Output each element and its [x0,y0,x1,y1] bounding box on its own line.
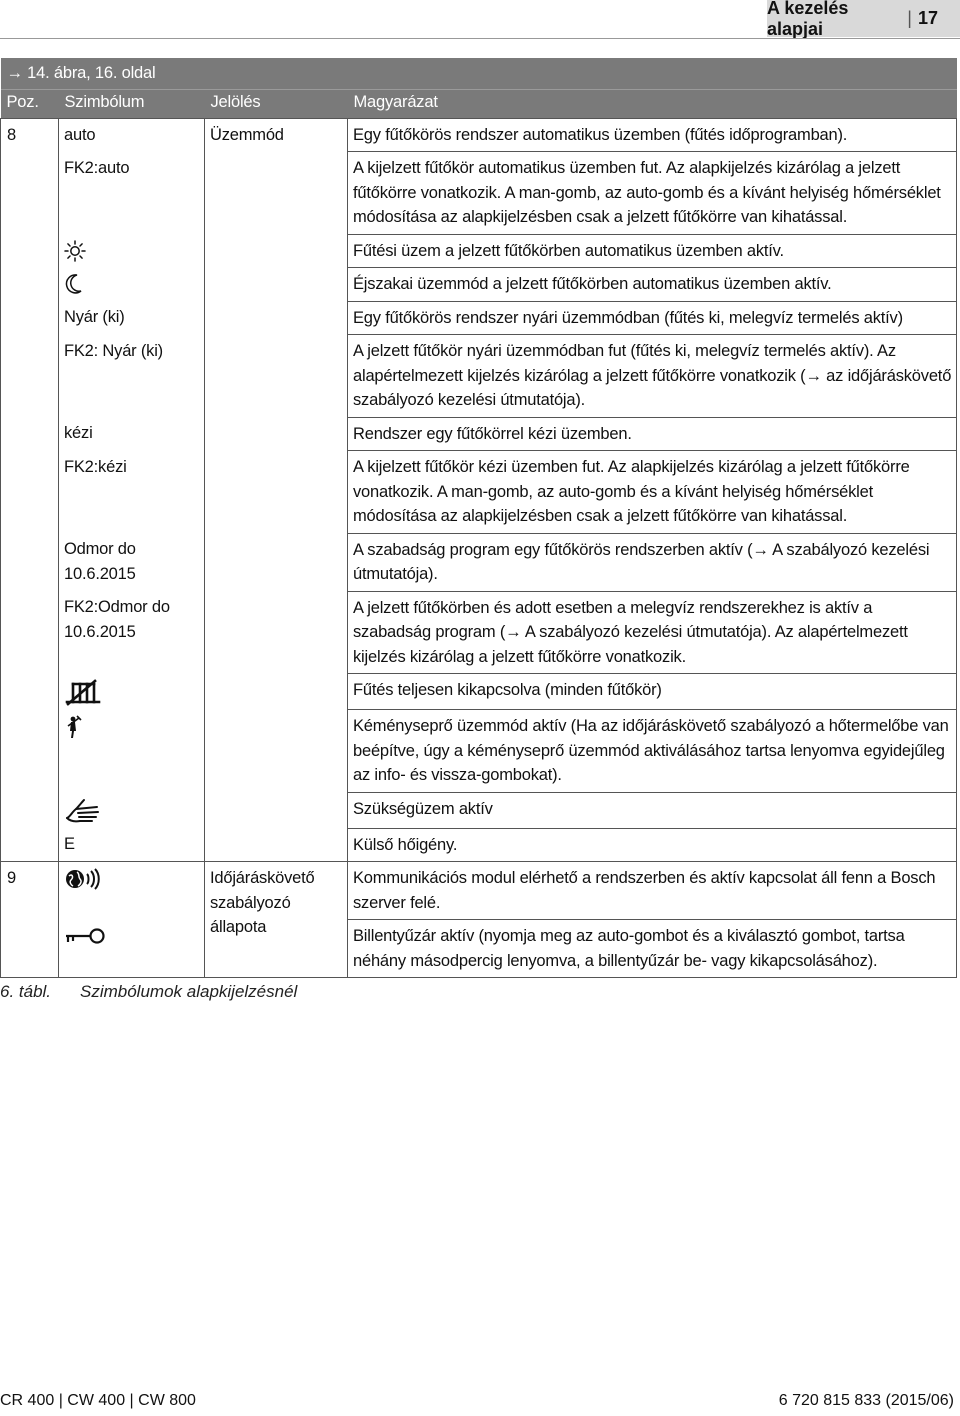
col-header-poz: Poz. [1,89,59,118]
symbol-cell: Nyár (ki) [59,301,205,335]
reference-row [1,58,957,89]
table-row [1,417,957,451]
table-row [1,828,957,862]
header-separator: | [907,8,912,28]
symbol-cell [59,710,205,793]
magyarazat-cell: Egy fűtőkörös rendszer nyári üzemmódban (fűtés ki, melegvíz termelés aktív) [348,301,957,335]
magyarazat-cell: A szabadság program egy fűtőkörös rendszerben aktív (→ A szabályozó kezelési útmutatója). [348,533,957,591]
footer-models: CR 400 | CW 400 | CW 800 [0,1392,196,1409]
col-header-jeloles: Jelölés [205,89,348,118]
table-row [1,920,957,978]
magyarazat-cell: A kijelzett fűtőkör kézi üzemben fut. Az alapkijelzés kizárólag a jelzett fűtőkörre vonatkozik. A man-gomb, az auto-gomb és a kívánt helyiség hőmérséklet módosítása az alapkijelzésben csak a jelzett fűtőkörre van kihatással. [348,451,957,534]
table-row [1,674,957,710]
page-header [767,0,960,37]
table-row [1,268,957,302]
table-row [1,118,957,152]
table-row [1,710,957,793]
symbol-cell: kézi [59,417,205,451]
symbol-cell: auto [59,118,205,152]
jeloles-cell: Üzemmód [205,118,348,862]
page-number: 17 [917,8,938,28]
table-row [1,792,957,828]
symbol-cell [59,674,205,710]
figure-reference: → 14. ábra, 16. oldal [1,58,957,89]
magyarazat-cell: Rendszer egy fűtőkörrel kézi üzemben. [348,417,957,451]
caption-label: 6. tábl. [0,982,52,1001]
sun-icon [64,240,86,262]
symbol-cell [59,268,205,302]
section-title: A kezelés alapjai [767,0,849,39]
magyarazat-cell: Külső hőigény. [348,828,957,862]
symbol-table [0,58,957,978]
table-row [1,451,957,534]
poz-cell: 9 [1,862,59,978]
magyarazat-cell: Billentyűzár aktív (nyomja meg az auto-gombot és a kiválasztó gombot, tartsa néhány másodpercig lenyomva, a billentyűzár be- vagy kikapcsolásához). [348,920,957,978]
symbol-cell [59,792,205,828]
key-icon [64,925,106,947]
col-header-magyarazat: Magyarázat [348,89,957,118]
table-caption [0,982,298,1002]
magyarazat-cell: Szükségüzem aktív [348,792,957,828]
header-rule [0,38,960,39]
col-header-symbol: Szimbólum [59,89,205,118]
symbol-cell: FK2: Nyár (ki) [59,335,205,418]
symbol-cell: FK2:kézi [59,451,205,534]
jeloles-cell: Időjáráskövető szabályozó állapota [205,862,348,978]
symbol-cell: Odmor do 10.6.2015 [59,533,205,591]
magyarazat-cell: Éjszakai üzemmód a jelzett fűtőkörben automatikus üzemben aktív. [348,268,957,302]
magyarazat-cell: Kéményseprő üzemmód aktív (Ha az időjáráskövető szabályozó a hőtermelőbe van beépítve, úgy a kéményseprő üzemmód aktiválásához tartsa lenyomva egyidejűleg az info- és vissza-gombokat). [348,710,957,793]
table-row [1,591,957,674]
heating-off-icon [64,678,102,706]
magyarazat-cell: Kommunikációs modul elérhető a rendszerben és aktív kapcsolat áll fenn a Bosch szerver felé. [348,862,957,920]
symbol-cell [59,234,205,268]
symbol-cell: FK2:Odmor do 10.6.2015 [59,591,205,674]
moon-icon [64,273,84,295]
poz-cell: 8 [1,118,59,862]
magyarazat-cell: Egy fűtőkörös rendszer automatikus üzemben (fűtés időprogramban). [348,118,957,152]
table-row [1,862,957,920]
magyarazat-cell: A jelzett fűtőkör nyári üzemmódban fut (fűtés ki, melegvíz termelés aktív). Az alapértelmezett kijelzés kizárólag a jelzett fűtőkörre vonatkozik (→ az időjáráskövető szabályozó kezelési útmutatója). [348,335,957,418]
table-row [1,301,957,335]
chimney-sweep-icon [64,714,84,742]
footer-doc-number: 6 720 815 833 (2015/06) [778,1392,954,1409]
magyarazat-cell: Fűtési üzem a jelzett fűtőkörben automatikus üzemben aktív. [348,234,957,268]
caption-text: Szimbólumok alapkijelzésnél [80,982,298,1001]
hand-icon [64,796,102,824]
globe-signal-icon [64,867,100,891]
symbol-cell [59,920,205,978]
table-row [1,152,957,235]
magyarazat-cell: Fűtés teljesen kikapcsolva (minden fűtőkör) [348,674,957,710]
symbol-cell: FK2:auto [59,152,205,235]
symbol-cell [59,862,205,920]
magyarazat-cell: A kijelzett fűtőkör automatikus üzemben fut. Az alapkijelzés kizárólag a jelzett fűtőkörre vonatkozik. A man-gomb, az auto-gomb és a kívánt helyiség hőmérséklet módosítása az alapkijelzésben csak a jelzett fűtőkörre van kihatással. [348,152,957,235]
table-row [1,335,957,418]
table-row [1,234,957,268]
table-header [1,89,957,118]
symbol-cell: E [59,828,205,862]
table-row [1,533,957,591]
magyarazat-cell: A jelzett fűtőkörben és adott esetben a melegvíz rendszerekhez is aktív a szabadság program (→ A szabályozó kezelési útmutatója). Az alapértelmezett kijelzés kizárólag a jelzett fűtőkörre vonatkozik. [348,591,957,674]
